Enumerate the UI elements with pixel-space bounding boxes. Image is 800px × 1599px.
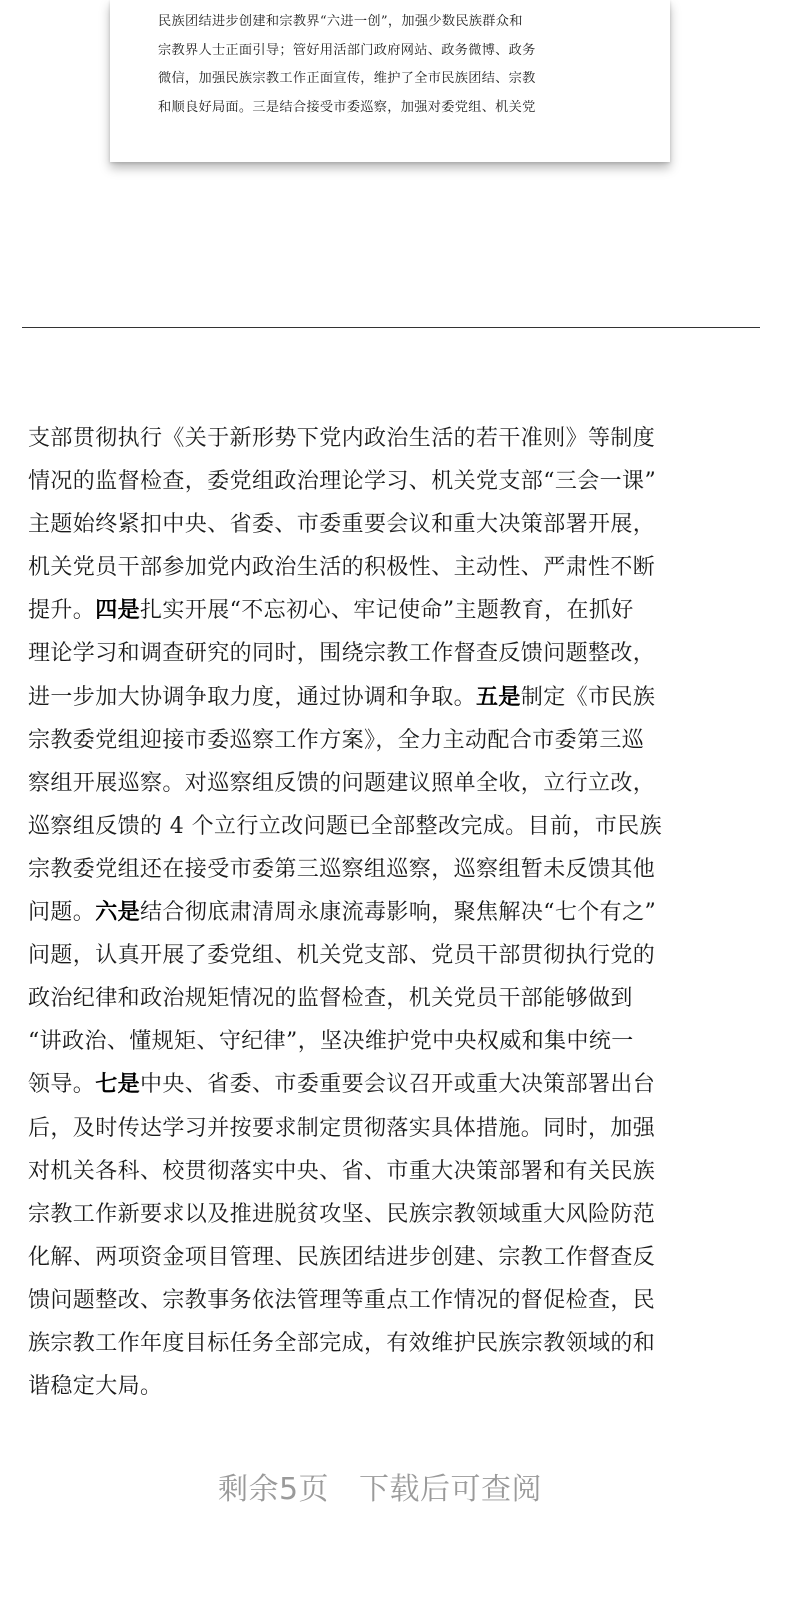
remaining-pages-prompt[interactable] [0,1470,760,1510]
preview-line: 和顺良好局面。三是结合接受市委巡察，加强对委党组、机关党 [158,99,536,115]
body-text: 机关党员干部参加党内政治生活的积极性、主动性、严肃性不断 [28,555,656,581]
body-text: 支部贯彻执行《关于新形势下党内政治生活的若干准则》等制度 [28,426,656,451]
body-text: 理论学习和调查研究的同时，围绕宗教工作督查反馈问题整改， [28,641,656,667]
body-text-line [28,719,763,762]
body-text: 政治纪律和政治规矩情况的监督检查，机关党员干部能够做到 [28,986,633,1012]
body-text-line [28,417,763,460]
body-text: 中央、省委、市委重要会议召开或重大决策部署出台 [140,1072,656,1098]
body-text: 问题。 [28,900,96,926]
emphasis-text: 七是 [95,1071,141,1098]
body-text: 察组开展巡察。对巡察组反馈的问题建议照单全收，立行立改， [28,770,656,796]
body-text-line [28,1150,763,1193]
remaining-pages-label: 剩余5页 [217,1472,330,1507]
body-text-line [28,1107,763,1150]
body-text-line [28,1063,763,1106]
download-hint-label: 下载后可查阅 [359,1472,543,1507]
body-text-line [28,977,763,1020]
body-text-line [28,460,763,503]
body-text: 制定《市民族 [520,684,656,710]
body-text-line [28,891,763,934]
body-text: 馈问题整改、宗教事务依法管理等重点工作情况的督促检查，民 [28,1287,656,1313]
body-text-line [28,676,763,719]
body-text-line [28,805,763,848]
body-text-line [28,848,763,891]
emphasis-text: 四是 [95,597,141,624]
body-text: 领导。 [28,1072,96,1098]
body-text: 族宗教工作年度目标任务全部完成，有效维护民族宗教领域的和 [28,1330,656,1356]
preview-line: 微信，加强民族宗教工作正面宣传，维护了全市民族团结、宗教 [158,71,536,86]
body-text: 提升。 [28,598,96,624]
body-text-line [28,1365,763,1408]
body-text-line [28,1193,763,1236]
page-divider [22,327,760,328]
emphasis-text: 六是 [95,899,141,926]
body-text: 宗教委党组迎接市委巡察工作方案》，全力主动配合市委第三巡 [28,727,645,753]
body-text: 对机关各科、校贯彻落实中央、省、市重大决策部署和有关民族 [28,1158,656,1184]
body-text-line [28,632,763,675]
body-text-line [28,1020,763,1063]
emphasis-text: 五是 [476,683,521,710]
body-text: 扎实开展“不忘初心、牢记使命”主题教育，在抓好 [140,598,634,624]
body-text: 化解、两项资金项目管理、民族团结进步创建、宗教工作督查反 [28,1244,656,1270]
body-text: 问题，认真开展了委党组、机关党支部、党员干部贯彻执行党的 [28,943,656,969]
body-text: 后，及时传达学习并按要求制定贯彻落实具体措施。同时，加强 [28,1115,656,1141]
body-text: 宗教工作新要求以及推进脱贫攻坚、民族宗教领域重大风险防范 [28,1201,656,1227]
preview-line: 宗教界人士正面引导；管好用活部门政府网站、政务微博、政务 [158,42,536,58]
preview-line: 民族团结进步创建和宗教界“六进一创”，加强少数民族群众和 [158,14,523,29]
body-text: 巡察组反馈的 4 个立行立改问题已全部整改完成。目前，市民族 [28,813,662,839]
body-text-line [28,1322,763,1365]
body-text: 主题始终紧扣中央、省委、市委重要会议和重大决策部署开展， [28,512,656,538]
body-text-line [28,934,763,977]
body-text: 谐稳定大局。 [28,1374,163,1400]
body-text: “讲政治、懂规矩、守纪律”，坚决维护党中央权威和集中统一 [28,1029,634,1055]
body-text-line [28,1236,763,1279]
body-text-line [28,762,763,805]
body-text: 结合彻底肃清周永康流毒影响，聚焦解决“七个有之” [140,900,657,926]
previous-page-preview [110,0,670,162]
body-text: 进一步加大协调争取力度，通过协调和争取。 [28,684,477,710]
body-text-line [28,589,763,632]
body-text-line [28,1279,763,1322]
body-text-line [28,546,763,589]
document-body [28,417,763,1408]
body-text-line [28,503,763,546]
body-text: 宗教委党组还在接受市委第三巡察组巡察，巡察组暂未反馈其他 [28,856,656,882]
body-text: 情况的监督检查，委党组政治理论学习、机关党支部“三会一课” [28,469,657,495]
